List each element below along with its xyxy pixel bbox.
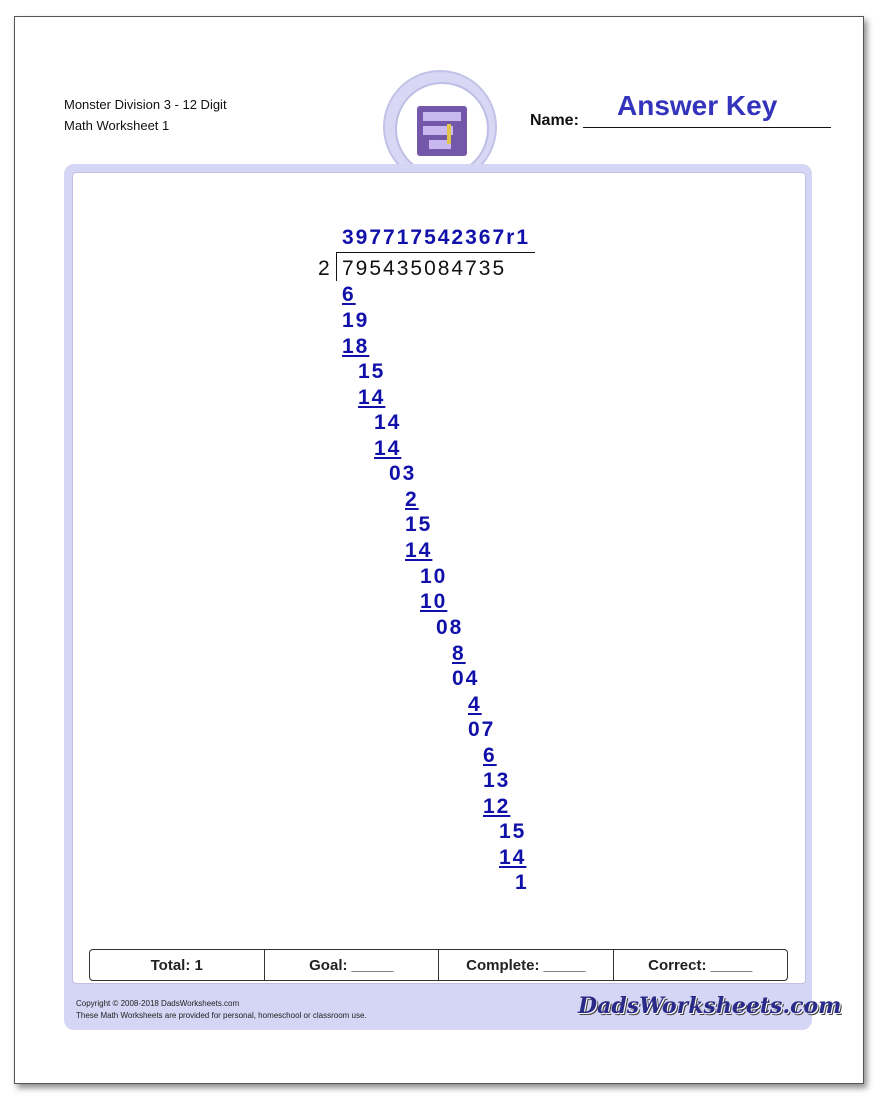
work-step: 6 [483, 744, 497, 767]
work-step: 03 [389, 462, 417, 485]
goal-cell: Goal: _____ [265, 950, 440, 980]
quotient: 397717542367r1 [342, 226, 531, 249]
work-step: 2 [405, 488, 419, 511]
name-label: Name: [530, 112, 579, 129]
copyright-text: Copyright © 2008-2018 DadsWorksheets.com [76, 999, 240, 1008]
work-step: 04 [452, 667, 480, 690]
correct-cell: Correct: _____ [648, 956, 753, 974]
work-step: 13 [483, 769, 511, 792]
work-step: 14 [405, 539, 433, 562]
work-step: 12 [483, 795, 511, 818]
work-step: 19 [342, 309, 370, 332]
work-step: 14 [358, 386, 386, 409]
work-step: 14 [374, 437, 402, 460]
work-step: 8 [452, 642, 466, 665]
divisor: 2 [318, 257, 332, 280]
complete-cell: Complete: _____ [439, 950, 614, 980]
work-step: 15 [405, 513, 433, 536]
work-step: 08 [436, 616, 464, 639]
work-step: 15 [358, 360, 386, 383]
work-step: 4 [468, 693, 482, 716]
work-step: 14 [499, 846, 527, 869]
work-step: 14 [374, 411, 402, 434]
work-step: 10 [420, 565, 448, 588]
name-field-line [583, 127, 831, 128]
worksheet-subtitle: Math Worksheet 1 [64, 118, 170, 133]
total-cell: Total: 1 [90, 950, 265, 980]
work-step: 15 [499, 820, 527, 843]
logo-inner-ring [395, 82, 489, 176]
work-step: 18 [342, 335, 370, 358]
usage-notice: These Math Worksheets are provided for personal, homeschool or classroom use. [76, 1011, 367, 1020]
work-step: 1 [515, 871, 529, 894]
dividend: 795435084735 [342, 257, 507, 280]
work-step: 6 [342, 283, 356, 306]
score-bar [89, 949, 788, 981]
footer [76, 998, 367, 1022]
brand-logo: DadsWorksheets.com [578, 993, 842, 1019]
worksheet-title: Monster Division 3 - 12 Digit [64, 97, 227, 112]
logo-graphic [397, 84, 487, 174]
work-step: 10 [420, 590, 448, 613]
work-step: 07 [468, 718, 496, 741]
answer-key-label: Answer Key [617, 90, 778, 121]
